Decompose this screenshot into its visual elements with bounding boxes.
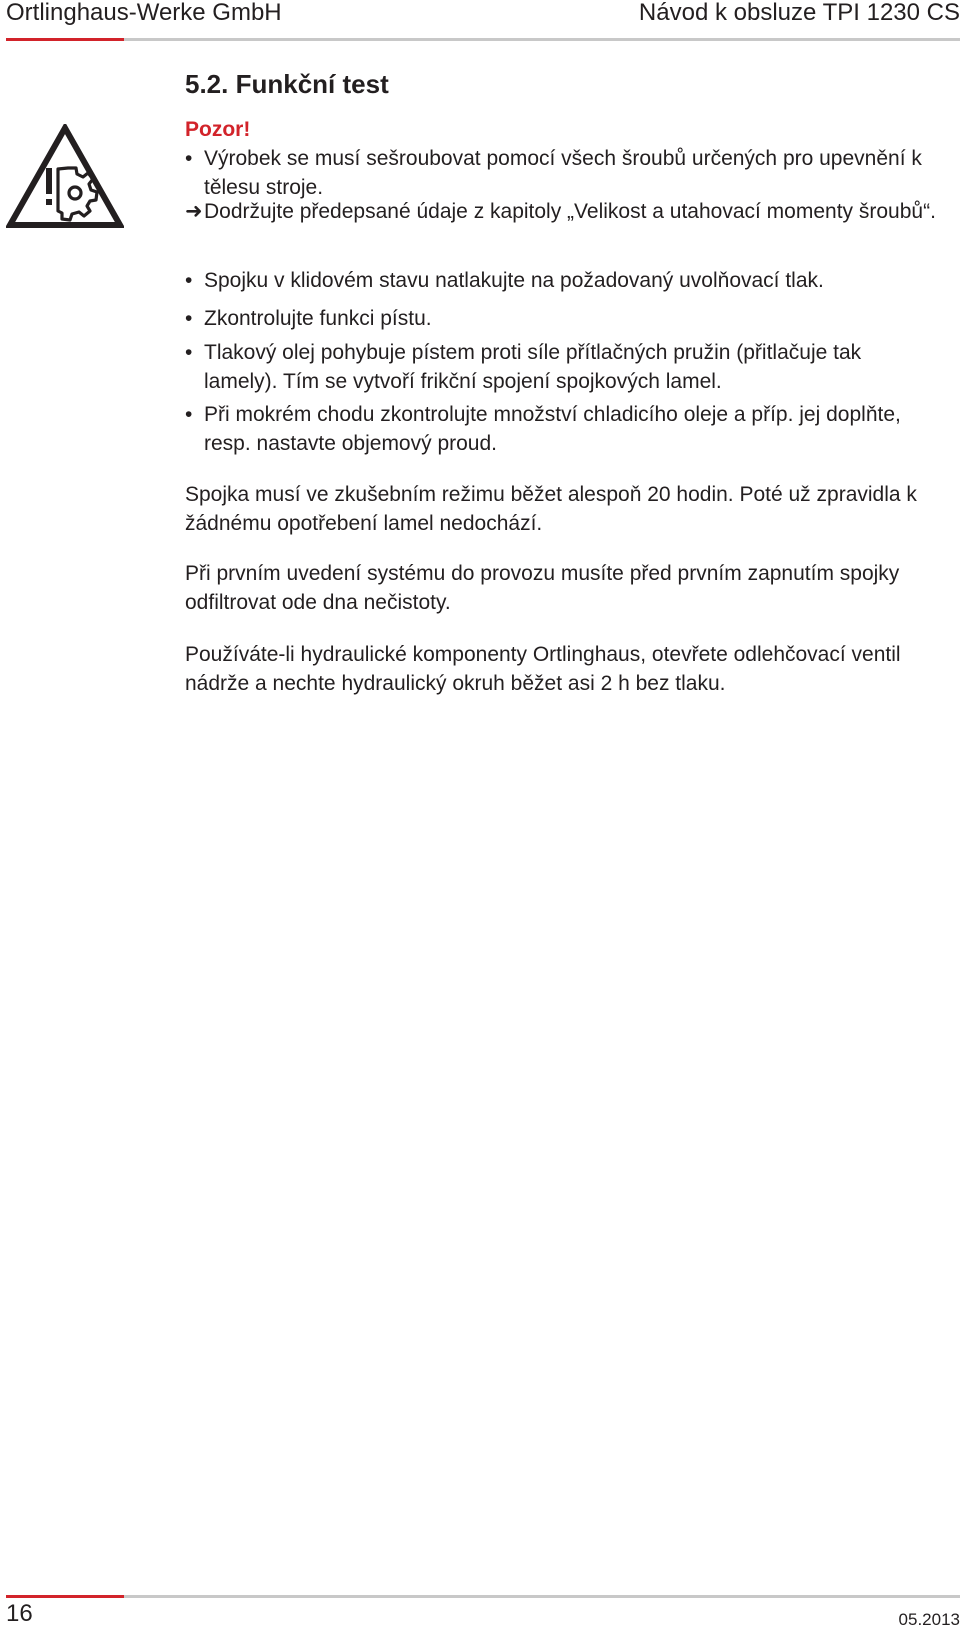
bullet-marker: • bbox=[185, 269, 193, 292]
footer-divider bbox=[6, 1595, 960, 1598]
bullet-marker: • bbox=[185, 147, 193, 170]
bullet-marker: • bbox=[185, 341, 193, 364]
step-text: Spojku v klidovém stavu natlakujte na požadovaný uvolňovací tlak. bbox=[204, 269, 824, 292]
header-document-title: Návod k obsluze TPI 1230 CS bbox=[638, 0, 960, 26]
warning-item-text: Výrobek se musí sešroubovat pomocí všech šroubů určených pro upevnění k tělesu stroje. bbox=[204, 147, 922, 199]
step-text: Zkontrolujte funkci pístu. bbox=[204, 307, 432, 330]
bullet-marker: • bbox=[185, 307, 193, 330]
section-title: 5.2. Funkční test bbox=[185, 69, 389, 99]
step-item bbox=[185, 304, 940, 333]
header-divider bbox=[6, 38, 960, 41]
bullet-marker: • bbox=[185, 403, 193, 426]
footer-date: 05.2013 bbox=[898, 1610, 960, 1629]
step-item bbox=[185, 400, 940, 458]
warning-item bbox=[185, 144, 940, 202]
step-item bbox=[185, 266, 940, 295]
warning-label: Pozor! bbox=[185, 118, 251, 141]
warning-item bbox=[185, 197, 940, 226]
warning-item-text: Dodržujte předepsané údaje z kapitoly „Velikost a utahovací momenty šroubů“. bbox=[204, 200, 936, 223]
header-company: Ortlinghaus-Werke GmbH bbox=[6, 0, 282, 26]
paragraph: Při prvním uvedení systému do provozu musíte před prvním zapnutím spojky odfiltrovat ode dna nečistoty. bbox=[185, 562, 900, 614]
step-item bbox=[185, 338, 940, 396]
step-text: Tlakový olej pohybuje pístem proti síle přítlačných pružin (přitlačuje tak lamely). Tím se vytvoří frikční spojení spojkových lamel. bbox=[204, 341, 862, 393]
arrow-right-icon: ➜ bbox=[185, 200, 203, 223]
paragraph: Používáte-li hydraulické komponenty Ortlinghaus, otevřete odlehčovací ventil nádrže a nechte hydraulický okruh běžet asi 2 h bez tlaku. bbox=[185, 643, 901, 695]
header-accent-rule bbox=[6, 38, 124, 41]
page-number: 16 bbox=[6, 1600, 33, 1627]
paragraph: Spojka musí ve zkušebním režimu běžet alespoň 20 hodin. Poté už zpravidla k žádnému opotřebení lamel nedochází. bbox=[185, 483, 917, 535]
warning-triangle-gear-icon bbox=[6, 124, 124, 230]
footer-accent-rule bbox=[6, 1595, 124, 1598]
step-text: Při mokrém chodu zkontrolujte množství chladicího oleje a příp. jej doplňte, resp. nastavte objemový proud. bbox=[204, 403, 901, 455]
